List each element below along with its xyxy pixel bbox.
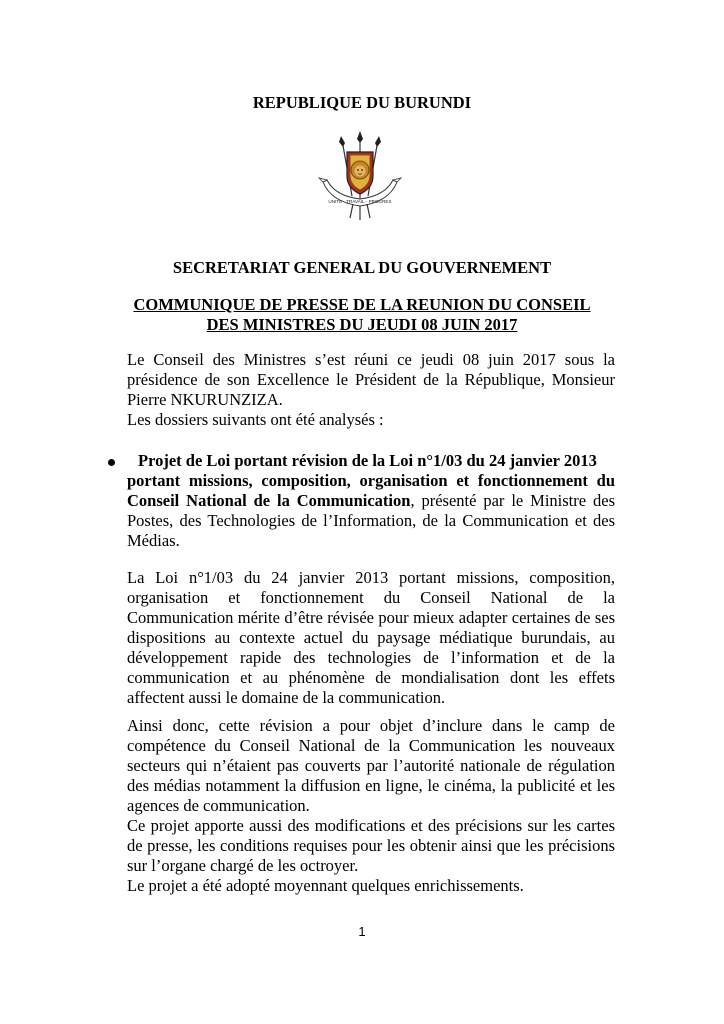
text-line: agences de communication.: [127, 796, 310, 815]
page-number: 1: [358, 924, 366, 939]
item-title-tail: Conseil National de la Communication: [127, 491, 411, 510]
communique-title-line: COMMUNIQUE DE PRESSE DE LA REUNION DU CONSEIL: [133, 295, 591, 314]
paragraph-2: [127, 716, 615, 896]
text-line: présidence de son Excellence le Président de la République, Monsieur: [127, 370, 615, 389]
text-line: communication et au phénomène de mondialisation dont les effets: [127, 668, 615, 687]
dossiers-line: Les dossiers suivants ont été analysés :: [127, 410, 384, 429]
text-line: Ce projet apporte aussi des modifications et des précisions sur les cartes: [127, 816, 615, 835]
item-title-line: Projet de Loi portant révision de la Loi n°1/03 du 24 janvier 2013: [138, 451, 597, 470]
text-line: Communication mérite d’être révisée pour mieux adapter certaines de ses: [127, 608, 615, 627]
text-line: sur l’organe chargé de les octroyer.: [127, 856, 359, 875]
text-line: secteurs qui n’étaient pas couverts par l’autorité nationale de régulation: [127, 756, 615, 775]
paragraph-1: [127, 568, 615, 708]
item-presenter-text: , présenté par le Ministre des: [410, 491, 615, 510]
communique-title: [0, 295, 724, 335]
text-line: Postes, des Technologies de l’Information, de la Communication et des: [127, 511, 615, 530]
text-line: affectent aussi le domaine de la communication.: [127, 688, 446, 707]
text-line: des médias notamment la diffusion en ligne, le cinéma, la publicité et les: [127, 776, 615, 795]
emblem-motto: UNITE - TRAVAIL - PROGRES: [328, 199, 392, 204]
text-line: Ainsi donc, cette révision a pour objet d’inclure dans le camp de: [127, 716, 615, 735]
agenda-item-1: [127, 451, 615, 551]
item-title-line: portant missions, composition, organisation et fonctionnement du: [127, 471, 615, 490]
item-title-line: [127, 491, 615, 511]
text-line: Pierre NKURUNZIZA.: [127, 390, 283, 409]
text-line: organisation et fonctionnement du Conseil National de la: [127, 588, 615, 607]
secretariat-heading: SECRETARIAT GENERAL DU GOUVERNEMENT: [172, 258, 552, 277]
intro-paragraph: [127, 350, 615, 430]
bullet-icon: [108, 459, 115, 466]
text-line: dispositions au contexte actuel du paysage médiatique burundais, au: [127, 628, 615, 647]
text-line: compétence du Conseil National de la Communication les nouveaux: [127, 736, 615, 755]
communique-title-line: DES MINISTRES DU JEUDI 08 JUIN 2017: [206, 315, 518, 334]
text-line: développement rapide des technologies de l’information et de la: [127, 648, 615, 667]
text-line: La Loi n°1/03 du 24 janvier 2013 portant missions, composition,: [127, 568, 615, 587]
text-line: de presse, les conditions requises pour les obtenir ainsi que les précisions: [127, 836, 615, 855]
coat-of-arms-emblem: [317, 130, 403, 222]
text-line: Le Conseil des Ministres s’est réuni ce jeudi 08 juin 2017 sous la: [127, 350, 615, 369]
text-line: Médias.: [127, 531, 180, 550]
country-heading: REPUBLIQUE DU BURUNDI: [252, 93, 472, 112]
text-line: Le projet a été adopté moyennant quelques enrichissements.: [127, 876, 524, 895]
